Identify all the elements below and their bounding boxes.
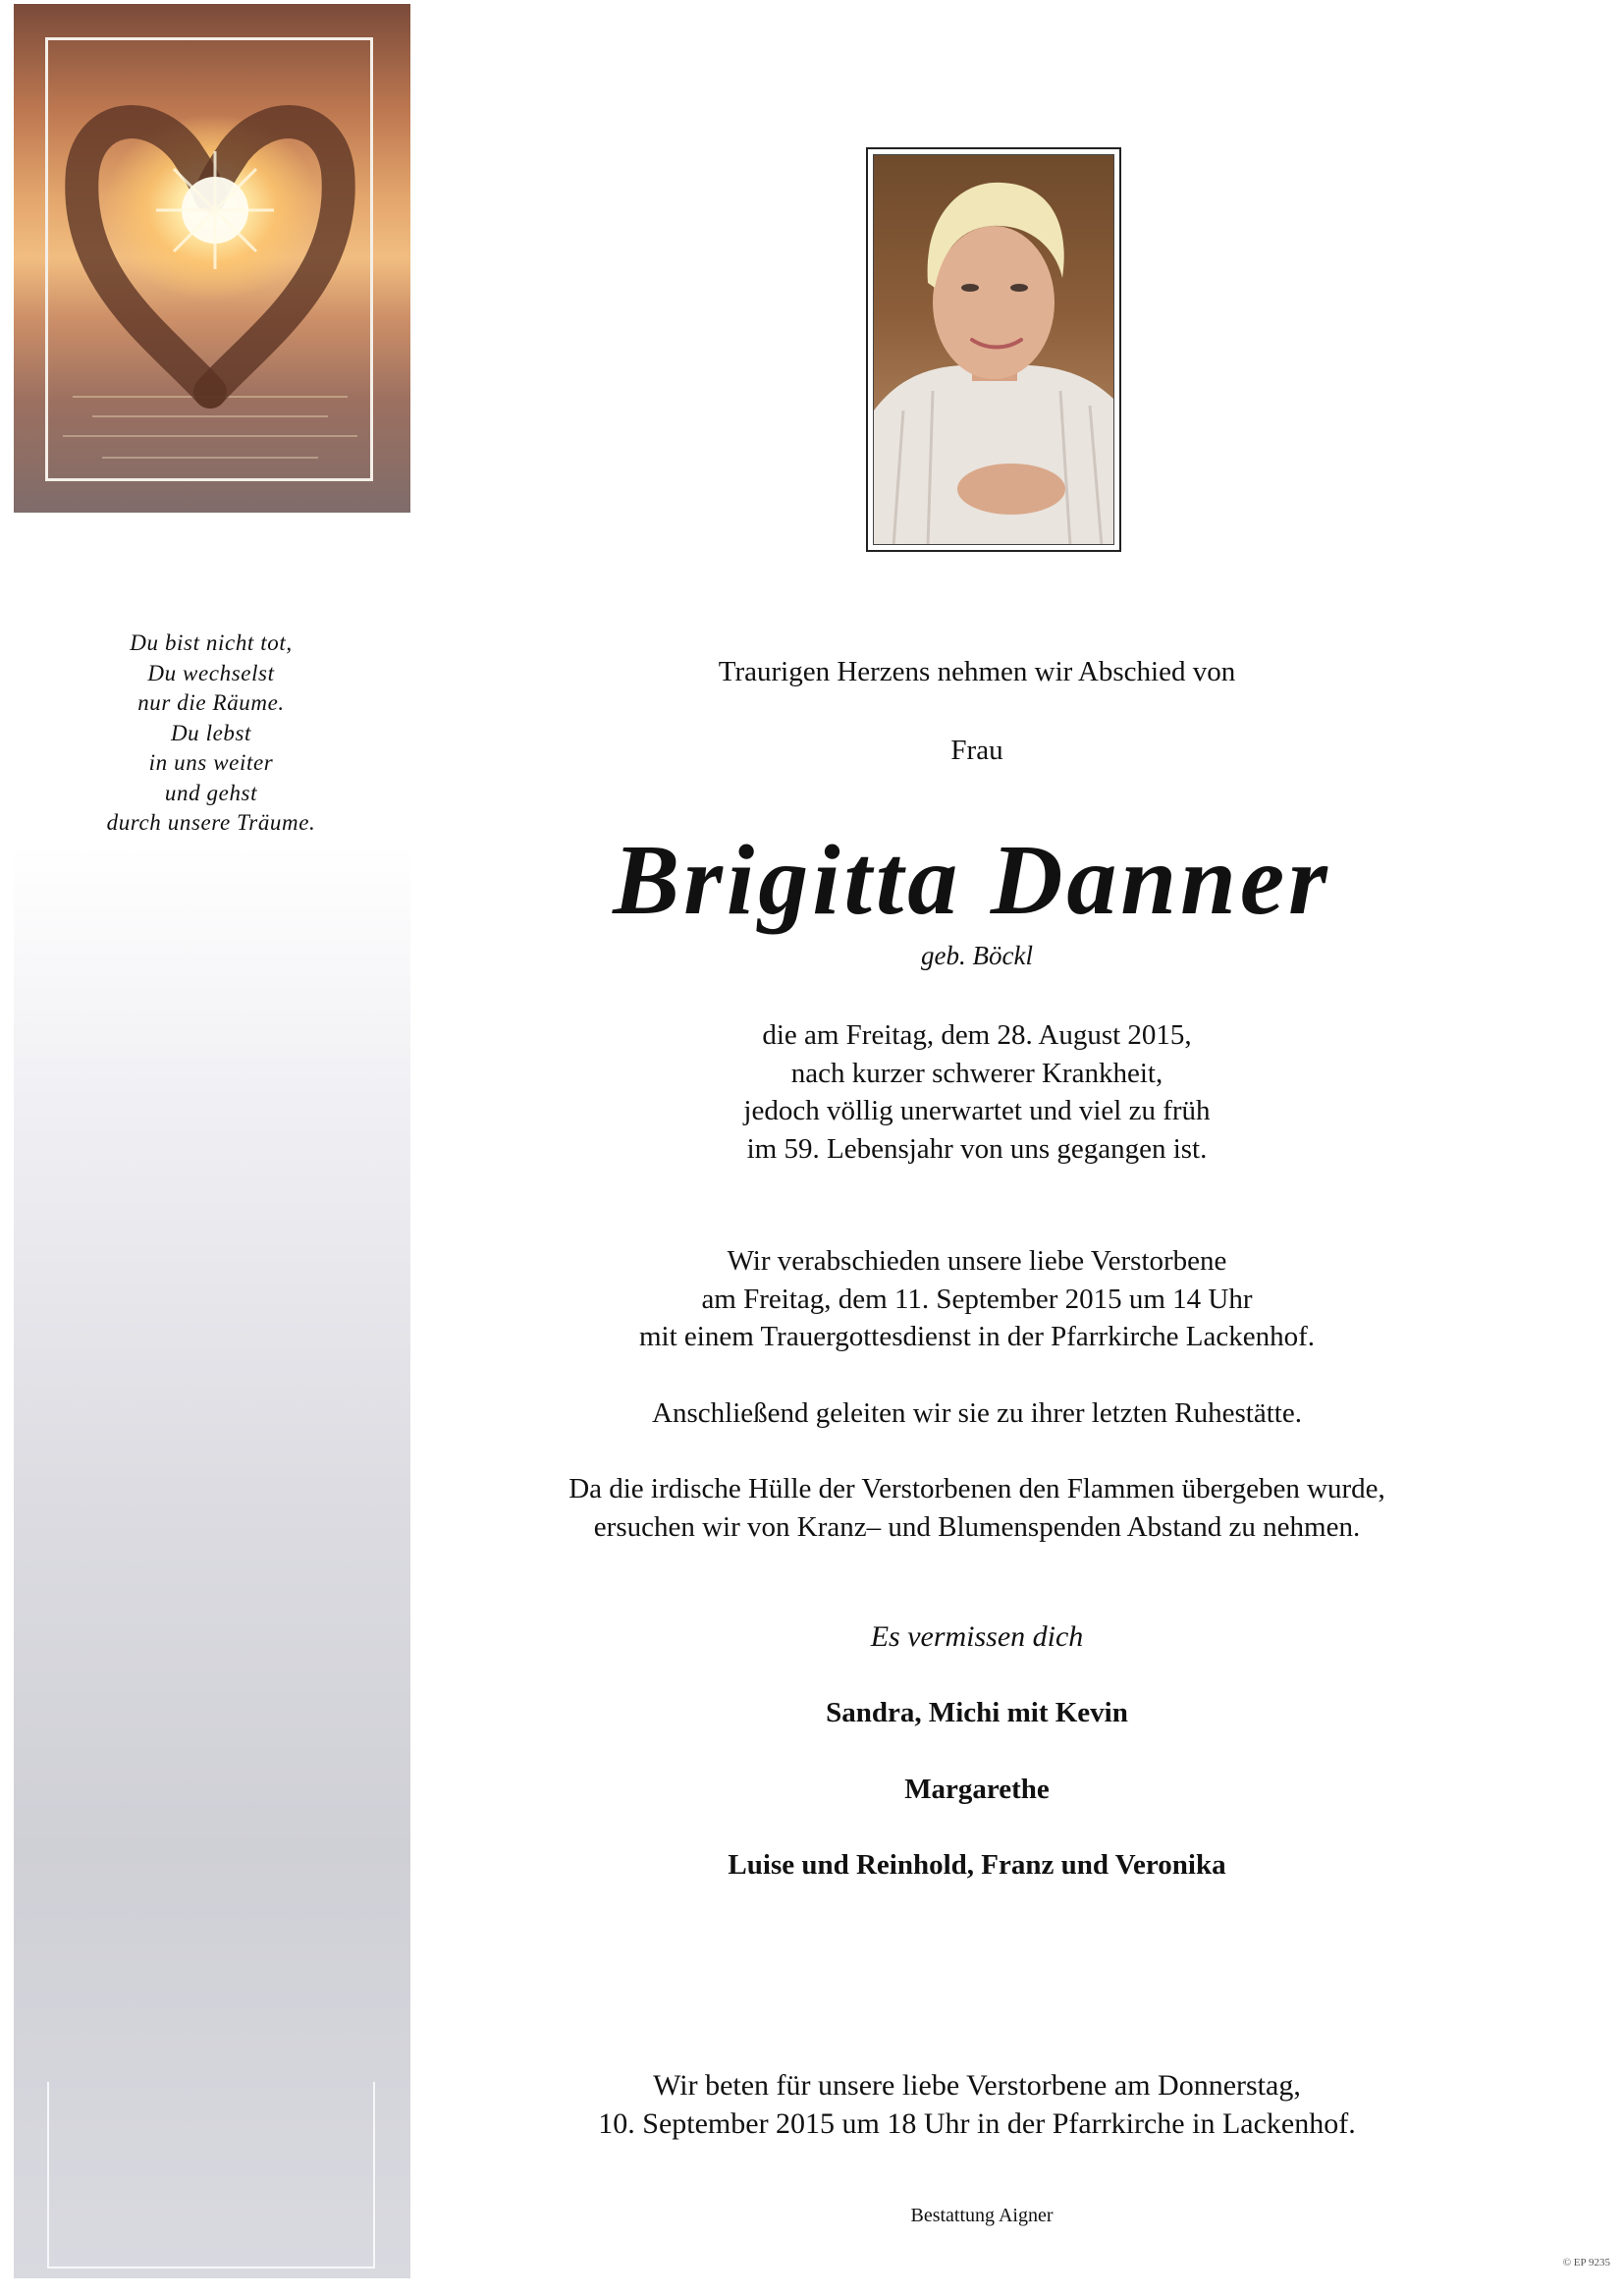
burial-line: Anschließend geleiten wir sie zu ihrer letzten Ruhestätte. [652,1397,1302,1429]
family-member: Margarethe [904,1774,1050,1805]
text-line: mit einem Trauergottesdienst in der Pfarrkirche Lackenhof. [638,1321,1316,1352]
print-code: © EP 9235 [1562,2257,1610,2269]
text-line: Da die irdische Hülle der Verstorbenen den Flammen übergeben wurde, [568,1473,1385,1504]
poem-line: durch unsere Träume. [106,810,316,835]
poem-line: nur die Räume. [137,690,285,715]
poem-line: und gehst [164,780,258,805]
image-frame [45,37,373,481]
portrait-graphic [874,155,1114,545]
strip-frame [47,2082,375,2269]
poem-line: Du bist nicht tot, [130,630,293,655]
intro-line: Traurigen Herzens nehmen wir Abschied von [718,656,1236,687]
poem-line: in uns weiter [148,750,274,775]
poem-line: Du lebst [170,720,252,745]
decorative-silver-strip [14,845,410,2278]
family-member: Luise und Reinhold, Franz und Veronika [728,1849,1226,1881]
text-line: im 59. Lebensjahr von uns gegangen ist. [746,1132,1208,1165]
family-member: Sandra, Michi mit Kevin [826,1697,1128,1728]
death-announcement [471,1016,1483,1168]
farewell-service [471,1242,1483,1356]
salutation: Frau [950,735,1003,766]
poem-line: Du wechselst [147,660,275,685]
text-line: nach kurzer schwerer Krankheit, [790,1057,1163,1089]
missing-you-line: Es vermissen dich [870,1620,1084,1653]
undertaker-name: Bestattung Aigner [910,2205,1054,2226]
portrait-photo [866,147,1121,552]
text-line: 10. September 2015 um 18 Uhr in der Pfarrkirche in Lackenhof. [598,2106,1356,2140]
prayer-announcement [471,2067,1483,2143]
text-line: am Freitag, dem 11. September 2015 um 14 Uhr [701,1283,1253,1315]
heart-hands-sunset-image [14,4,410,513]
text-line: ersuchen wir von Kranz– und Blumenspenden Abstand zu nehmen. [593,1510,1361,1543]
text-line: die am Freitag, dem 28. August 2015, [762,1019,1192,1051]
cremation-note [471,1470,1483,1546]
poem [39,629,383,839]
text-line: Wir verabschieden unsere liebe Verstorbene [727,1245,1227,1277]
text-line: Wir beten für unsere liebe Verstorbene am Donnerstag, [653,2069,1301,2102]
portrait-image [873,154,1114,545]
text-line: jedoch völlig unerwartet und viel zu früh [743,1095,1211,1126]
deceased-name: Brigitta Danner [613,825,1331,936]
maiden-name: geb. Böckl [921,941,1033,970]
